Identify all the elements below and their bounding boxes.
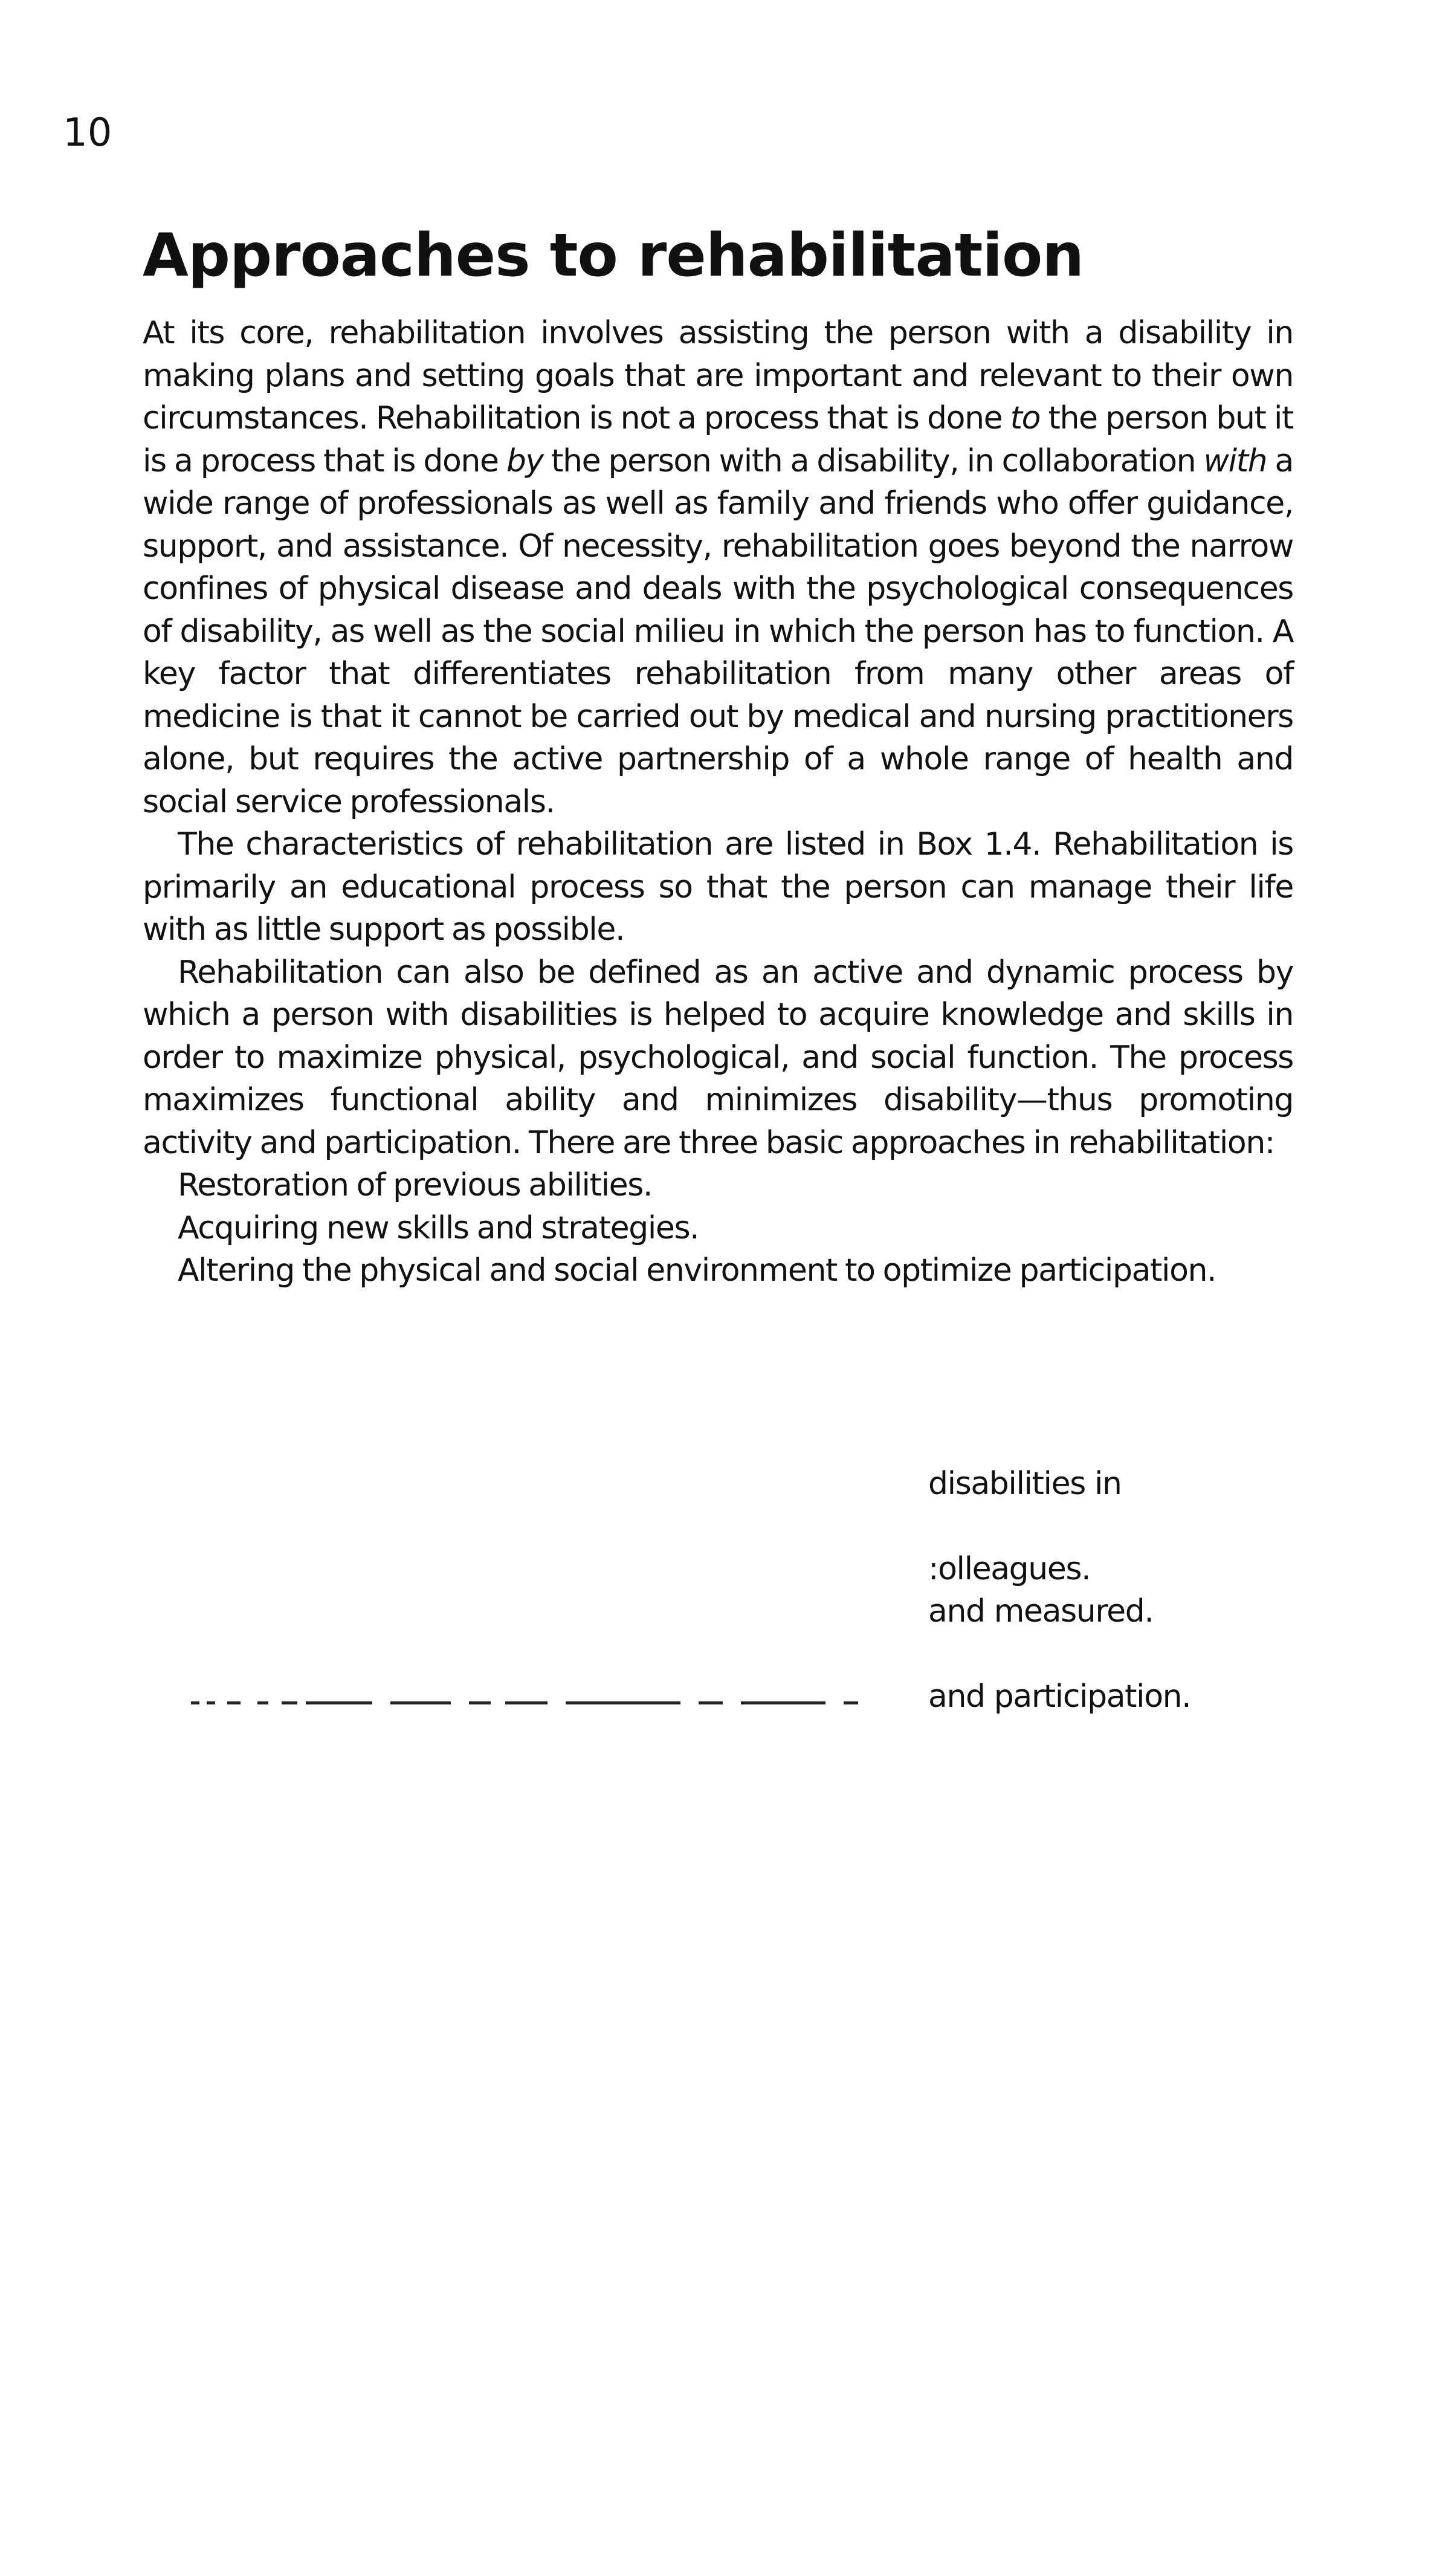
section-heading: Approaches to rehabilitation [143, 221, 1084, 290]
list-item: Altering the physical and social environment to optimize participation. [178, 1252, 1216, 1289]
paragraph-3: Rehabilitation can also be defined as an active and dynamic process by which a person with disabilities is helped to acquire knowledge and skills in order to maximize physical, psychological, and social function. The process maximizes functional ability and minimizes disability—thus promoting activity and participation. There are three basic approaches in rehabilitation: [143, 954, 1293, 1161]
paragraph-1-text-b: the person but it is a process that is done [143, 400, 1293, 479]
box-fragment-line: disabilities in [928, 1466, 1122, 1502]
paragraph-1-text-c: the person with a disability, in collaboration [543, 442, 1204, 479]
list-item: Acquiring new skills and strategies. [178, 1209, 699, 1246]
paragraph-2: The characteristics of rehabilitation are listed in Box 1.4. Rehabilitation is primarily an educational process so that the person can manage their life with as little support as possible. [143, 826, 1293, 948]
box-fragment-line: and measured. [928, 1593, 1154, 1629]
page-number: 10 [63, 111, 112, 155]
paragraph-1-text-d: a wide range of professionals as well as family and friends who offer guidance, support, and assistance. Of necessity, rehabilitation goes beyond the narrow confines of physical disease and deals with the psychological consequences of disability, as well as the social milieu in which the person has to function. A key factor that differentiates rehabilitation from many other areas of medicine is that it cannot be carried out by medical and nursing practitioners alone, but requires the active partnership of a whole range of health and social service professionals. [143, 442, 1293, 820]
paragraph-1-text-a: At its core, rehabilitation involves assisting the person with a disability in making plans and setting goals that are important and relevant to their own circumstances. Rehabilitation is not a process that is done [143, 315, 1293, 436]
box-fragment-line: and participation. [928, 1678, 1191, 1715]
paragraph-1-emphasis-to: to [1010, 400, 1041, 436]
paragraph-1-emphasis-by: by [506, 442, 543, 479]
body-text [143, 312, 1293, 1292]
approaches-list [143, 1164, 1293, 1292]
truncated-text-remnant [191, 1675, 916, 1718]
paragraph-1 [143, 312, 1293, 823]
box-fragment-line: :olleagues. [928, 1551, 1091, 1587]
list-item: Restoration of previous abilities. [178, 1167, 653, 1203]
paragraph-1-emphasis-with: with [1203, 442, 1267, 479]
